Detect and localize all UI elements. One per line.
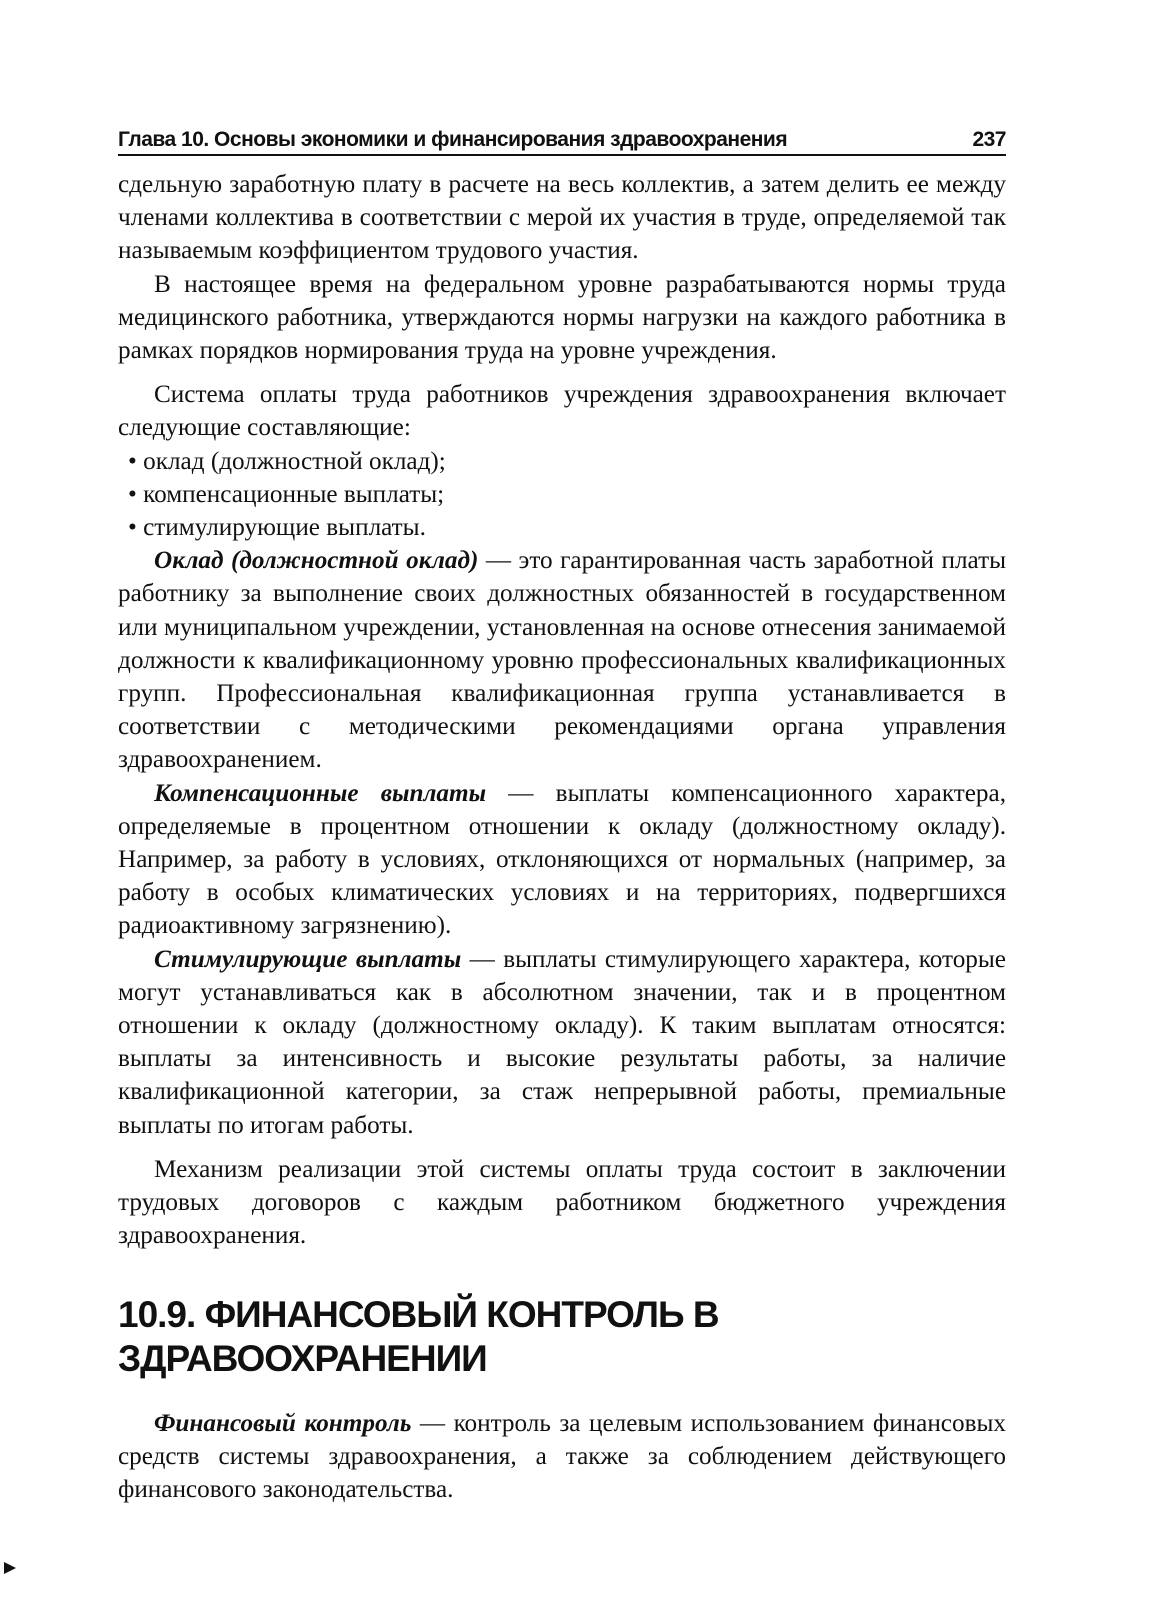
term-salary: Оклад (должностной оклад)	[154, 547, 479, 575]
list-item: • компенсационные выплаты;	[118, 478, 1006, 511]
term-financial-control: Финансовый контроль	[154, 1409, 412, 1437]
paragraph-salary-definition	[118, 544, 1006, 776]
paragraph-continuation: сдельную заработную плату в расчете на весь коллектив, а затем делить ее между членами коллектива в соответствии с мерой их участия в труде, определяемой так называемым коэффициентом трудового участия.	[118, 171, 1006, 265]
running-header	[118, 118, 1006, 156]
list-item: • стимулирующие выплаты.	[118, 511, 1006, 544]
list-item: • оклад (должностной оклад);	[118, 445, 1006, 478]
pay-components-list	[118, 445, 1006, 545]
definition-financial-control: — контроль за целевым использованием финансовых средств системы здравоохранения, а также за соблюдением действующего финансового законодательства.	[118, 1409, 1006, 1503]
term-compensation: Компенсационные выплаты	[154, 779, 487, 807]
paragraph-financial-control	[118, 1407, 1006, 1507]
paragraph-compensation-definition	[118, 777, 1006, 943]
paragraph-norms: В настоящее время на федеральном уровне разрабатываются нормы труда медицинского работника, утверждаются нормы нагрузки на каждого работника в рамках порядков нормирования труда на уровне учреждения.	[118, 270, 1006, 365]
section-heading: 10.9. ФИНАНСОВЫЙ КОНТРОЛЬ В ЗДРАВООХРАНЕНИИ	[118, 1293, 719, 1379]
paragraph-mechanism: Механизм реализации этой системы оплаты труда состоит в заключении трудовых договоров с каждым работником бюджетного учреждения здравоохранения.	[118, 1155, 1006, 1250]
chapter-title: Глава 10. Основы экономики и финансирования здравоохранения	[118, 128, 788, 151]
triangle-marker-icon	[4, 1562, 16, 1574]
definition-compensation: — выплаты компенсационного характера, определяемые в процентном отношении к окладу (должностному окладу). Например, за работу в условиях, отклоняющихся от нормальных (например, за работу в особых климатических условиях и на территориях, подвергшихся радиоактивному загрязнению).	[118, 779, 1006, 940]
paragraph-pay-system: Система оплаты труда работников учреждения здравоохранения включает следующие составляющие:	[118, 381, 1006, 442]
definition-incentive: — выплаты стимулирующего характера, которые могут устанавливаться как в абсолютном значении, так и в процентном отношении к окладу (должностному окладу). К таким выплатам относятся: выплаты за интенсивность и высокие результаты работы, за наличие квалификационной категории, за стаж непрерывной работы, премиальные выплаты по итогам работы.	[118, 945, 1006, 1139]
definition-salary: — это гарантированная часть заработной платы работнику за выполнение своих должностных обязанностей в государственном или муниципальном учреждении, установленная на основе отнесения занимаемой должности к квалификационному уровню профессиональных квалификационных групп. Профессиональная квалификационная группа устанавливается в соответствии с методическими рекомендациями органа управления здравоохранением.	[118, 547, 1006, 774]
paragraph-incentive-definition	[118, 943, 1006, 1142]
term-incentive: Стимулирующие выплаты	[154, 945, 462, 973]
page-body	[118, 168, 1006, 1506]
page-number: 237	[972, 128, 1006, 151]
